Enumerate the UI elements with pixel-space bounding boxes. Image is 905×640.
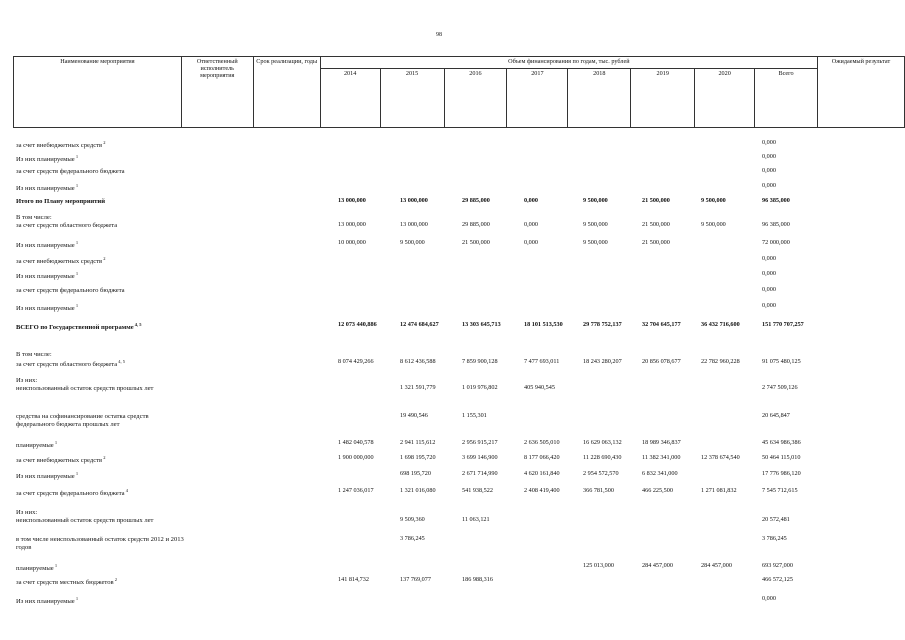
row-label: ВСЕГО по Государственной программе $^{4, 5}$ [16, 322, 142, 332]
row-value: 0,000 [524, 239, 538, 246]
row-label: средства на софинансирование остатка средств федерального бюджета прошлых лет [16, 413, 149, 429]
row-value: 3 786,245 [762, 535, 787, 542]
row-value: 11 063,121 [462, 516, 490, 523]
row-value: 9 500,000 [583, 239, 608, 246]
row-value: 9 500,000 [583, 197, 608, 204]
row-value: 1 321 591,779 [400, 384, 436, 391]
row-value: 186 988,316 [462, 576, 493, 583]
row-value: 0,000 [762, 182, 776, 189]
row-label: Из них планируемые $^1$ [16, 271, 79, 281]
row-label: за счет средств местных бюджетов $^2$ [16, 577, 117, 587]
row-value: 22 782 960,228 [701, 358, 740, 365]
row-value: 0,000 [762, 302, 776, 309]
row-value: 9 500,000 [583, 221, 608, 228]
header-year-5: 2019 [631, 69, 695, 128]
row-label: за счет внебюджетных средств $^2$ [16, 455, 106, 465]
row-value: 12 474 684,627 [400, 321, 439, 328]
header-year-4: 2018 [568, 69, 631, 128]
row-value: 9 500,000 [400, 239, 425, 246]
row-value: 0,000 [762, 270, 776, 277]
row-value: 13 303 645,713 [462, 321, 501, 328]
row-value: 2 636 505,010 [524, 439, 560, 446]
row-value: 9 500,000 [701, 197, 726, 204]
row-label: В том числе: за счет средств областного бюджета $^{4, 5}$ [16, 351, 126, 369]
row-label: в том числе неиспользованный остаток средств 2012 и 2013 годов [16, 536, 184, 552]
row-value: 8 612 436,588 [400, 358, 436, 365]
row-value: 12 073 440,886 [338, 321, 377, 328]
row-value: 1 155,301 [462, 412, 487, 419]
row-value: 4 620 161,840 [524, 470, 560, 477]
row-value: 13 000,000 [338, 221, 366, 228]
row-value: 50 464 115,010 [762, 454, 801, 461]
row-value: 0,000 [762, 595, 776, 602]
row-value: 7 545 712,615 [762, 487, 798, 494]
row-value: 698 195,720 [400, 470, 431, 477]
row-label: планируемые $^1$ [16, 440, 58, 450]
row-label: Из них планируемые $^1$ [16, 183, 79, 193]
row-value: 29 778 752,137 [583, 321, 622, 328]
row-value: 466 225,500 [642, 487, 673, 494]
row-value: 2 747 509,126 [762, 384, 798, 391]
row-value: 141 814,732 [338, 576, 369, 583]
row-value: 1 321 016,080 [400, 487, 436, 494]
row-label: за счет средств федерального бюджета $^4$ [16, 488, 128, 498]
header-name: Наименование мероприятия [14, 57, 182, 128]
row-value: 1 900 000,000 [338, 454, 374, 461]
row-value: 8 177 066,420 [524, 454, 560, 461]
row-value: 0,000 [524, 221, 538, 228]
row-value: 9 509,360 [400, 516, 425, 523]
page-number: 98 [436, 32, 442, 38]
row-value: 3 786,245 [400, 535, 425, 542]
row-value: 1 019 976,802 [462, 384, 498, 391]
row-value: 1 482 040,578 [338, 439, 374, 446]
row-value: 6 832 341,000 [642, 470, 678, 477]
row-value: 13 000,000 [338, 197, 366, 204]
row-value: 29 885,000 [462, 197, 490, 204]
row-value: 91 075 480,125 [762, 358, 801, 365]
row-value: 13 000,000 [400, 221, 428, 228]
row-value: 0,000 [762, 167, 776, 174]
row-value: 11 228 690,430 [583, 454, 622, 461]
row-value: 7 477 693,011 [524, 358, 560, 365]
header-year-2: 2016 [444, 69, 507, 128]
row-label: Из них планируемые $^1$ [16, 303, 79, 313]
row-value: 3 699 146,900 [462, 454, 498, 461]
row-value: 2 956 915,217 [462, 439, 498, 446]
row-label: Итого по Плану мероприятий [16, 198, 106, 205]
header-year-1: 2015 [380, 69, 444, 128]
row-value: 151 770 707,257 [762, 321, 804, 328]
row-value: 29 885,000 [462, 221, 490, 228]
header-result: Ожидаемый результат [818, 57, 905, 128]
row-value: 0,000 [762, 255, 776, 262]
row-value: 0,000 [762, 286, 776, 293]
row-label: за счет внебюджетных средств $^2$ [16, 256, 106, 266]
header-responsible: Ответственный исполнитель мероприятия [181, 57, 253, 128]
row-value: 16 629 063,132 [583, 439, 622, 446]
row-value: 137 769,077 [400, 576, 431, 583]
row-value: 1 271 081,832 [701, 487, 737, 494]
row-value: 2 408 419,400 [524, 487, 560, 494]
row-value: 20 856 078,677 [642, 358, 681, 365]
row-label: Из них планируемые $^1$ [16, 471, 79, 481]
row-value: 96 385,000 [762, 221, 790, 228]
row-label: В том числе: за счет средств областного бюджета [16, 214, 118, 230]
header-year-7: Всего [755, 69, 818, 128]
row-value: 21 500,000 [642, 239, 670, 246]
row-value: 72 000,000 [762, 239, 790, 246]
row-value: 1 247 036,017 [338, 487, 374, 494]
row-value: 0,000 [762, 153, 776, 160]
header-funding: Объем финансирования по годам, тыс. рублей [320, 57, 817, 69]
row-value: 12 378 674,540 [701, 454, 740, 461]
row-value: 21 500,000 [642, 221, 670, 228]
row-value: 18 101 513,530 [524, 321, 563, 328]
header-year-3: 2017 [507, 69, 568, 128]
row-label: Из них планируемые $^1$ [16, 240, 79, 250]
row-value: 0,000 [524, 197, 538, 204]
row-value: 11 382 341,000 [642, 454, 681, 461]
row-value: 13 000,000 [400, 197, 428, 204]
row-value: 693 927,000 [762, 562, 793, 569]
row-value: 45 634 986,386 [762, 439, 801, 446]
header-year-0: 2014 [320, 69, 380, 128]
row-value: 7 859 900,128 [462, 358, 498, 365]
row-value: 2 954 572,570 [583, 470, 619, 477]
row-value: 1 698 195,720 [400, 454, 436, 461]
row-value: 9 500,000 [701, 221, 726, 228]
row-value: 0,000 [762, 139, 776, 146]
row-value: 18 243 280,207 [583, 358, 622, 365]
row-label: за счет внебюджетных средств $^2$ [16, 140, 106, 150]
row-value: 32 704 645,177 [642, 321, 681, 328]
row-value: 284 457,000 [701, 562, 732, 569]
row-value: 21 500,000 [642, 197, 670, 204]
row-value: 541 938,522 [462, 487, 493, 494]
row-value: 20 572,481 [762, 516, 790, 523]
row-value: 8 074 429,266 [338, 358, 374, 365]
row-label: Из них: неиспользованный остаток средств прошлых лет [16, 377, 154, 393]
row-value: 466 572,125 [762, 576, 793, 583]
header-year-6: 2020 [695, 69, 755, 128]
row-value: 96 385,000 [762, 197, 790, 204]
row-value: 125 013,000 [583, 562, 614, 569]
row-value: 2 671 714,990 [462, 470, 498, 477]
row-value: 36 432 716,600 [701, 321, 740, 328]
row-value: 20 645,847 [762, 412, 790, 419]
row-value: 366 781,500 [583, 487, 614, 494]
row-label: Из них планируемые $^1$ [16, 596, 79, 606]
row-value: 10 000,000 [338, 239, 366, 246]
row-label: за счет средств федерального бюджета [16, 168, 125, 175]
row-value: 18 989 346,837 [642, 439, 681, 446]
row-label: за счет средств федерального бюджета [16, 287, 125, 294]
row-value: 19 490,546 [400, 412, 428, 419]
row-label: Из них: неиспользованный остаток средств прошлых лет [16, 509, 154, 525]
row-value: 284 457,000 [642, 562, 673, 569]
row-value: 17 776 986,120 [762, 470, 801, 477]
row-value: 405 940,545 [524, 384, 555, 391]
row-value: 2 941 115,612 [400, 439, 436, 446]
header-term: Срок реализации, годы [253, 57, 320, 128]
row-label: планируемые $^1$ [16, 563, 58, 573]
row-label: Из них планируемые $^1$ [16, 154, 79, 164]
row-value: 21 500,000 [462, 239, 490, 246]
